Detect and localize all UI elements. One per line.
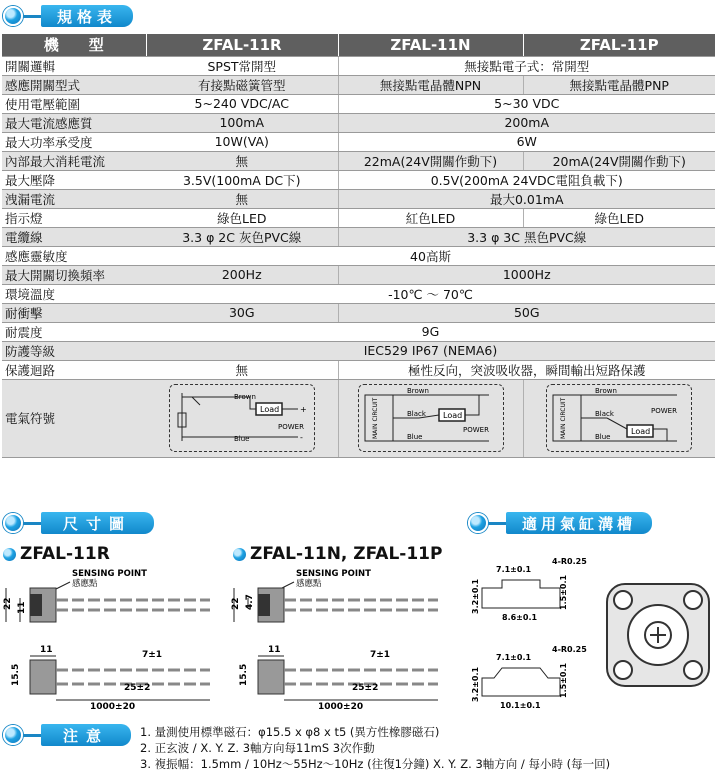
table-row: 環境溫度 -10℃ ～ 70℃: [2, 284, 715, 303]
svg-text:7.1±0.1: 7.1±0.1: [496, 565, 532, 574]
svg-text:POWER: POWER: [651, 407, 678, 415]
divider: [486, 522, 506, 525]
table-row: 感應開關型式 有接點磁簧管型 無接點電晶體NPN 無接點電晶體PNP: [2, 75, 715, 94]
svg-text:Black: Black: [406, 410, 426, 418]
table-row: 最大開關切換頻率 200Hz 1000Hz: [2, 265, 715, 284]
svg-text:3.2±0.1: 3.2±0.1: [471, 578, 480, 614]
notes-list: [140, 724, 610, 772]
note-item: 3. 複振幅：1.5mm / 10Hz～55Hz～10Hz (往復1分鐘) X. Y. Z. 3軸方向 / 每小時 (每一回): [140, 757, 611, 771]
svg-text:22: 22: [231, 597, 241, 610]
table-row: 開關邏輯 SPST常開型 無接點電子式：常開型: [2, 56, 715, 75]
svg-text:4-R0.25: 4-R0.25: [552, 557, 587, 566]
svg-text:1.5±0.1: 1.5±0.1: [559, 574, 568, 610]
table-row: 電纜線 3.3 φ 2C 灰色PVC線 3.3 φ 3C 黑色PVC線: [2, 227, 715, 246]
model-title-np: ZFAL-11N, ZFAL-11P: [233, 544, 442, 564]
label-brown: Brown: [233, 393, 256, 401]
note-item: 2. 正玄波 / X. Y. Z. 3軸方向每11mS 3次作動: [140, 741, 375, 755]
section-title: 尺寸圖: [41, 512, 154, 534]
section-title: 適用氣缸溝槽: [506, 512, 652, 534]
divider: [21, 734, 41, 737]
table-row: 最大壓降 3.5V(100mA DC下) 0.5V(200mA 24VDC電阻負載下): [2, 170, 715, 189]
svg-text:11: 11: [17, 601, 27, 614]
svg-text:22: 22: [3, 597, 13, 610]
section-heading-dimensions: [3, 511, 154, 535]
sensing-point-label: SENSING POINT: [72, 569, 147, 579]
label-load: Load: [259, 405, 279, 414]
svg-text:Blue: Blue: [595, 433, 611, 441]
svg-text:7±1: 7±1: [370, 650, 391, 660]
section-heading-spec: [3, 4, 133, 28]
table-row: 內部最大消耗電流 無 22mA(24V開關作動下) 20mA(24V開關作動下): [2, 151, 715, 170]
bullet-icon: [3, 725, 23, 745]
label-plus: +: [299, 405, 307, 414]
label-minus: -: [299, 433, 303, 442]
header-zfal-11p: ZFAL-11P: [523, 34, 715, 56]
svg-text:25±2: 25±2: [124, 683, 151, 693]
bullet-icon: [3, 513, 23, 533]
svg-text:3.2±0.1: 3.2±0.1: [471, 666, 480, 702]
svg-text:感應點: 感應點: [72, 579, 98, 589]
note-item: 1. 量測使用標準磁石：φ15.5 x φ8 x t5 (異方性橡膠磁石): [140, 725, 440, 739]
svg-text:11: 11: [268, 645, 281, 655]
section-title: 規格表: [41, 5, 133, 27]
svg-text:Brown: Brown: [595, 387, 618, 395]
header-label: 機 型: [2, 34, 146, 56]
bullet-icon: [3, 548, 16, 561]
symbol-pnp: [546, 384, 692, 452]
dimension-drawing-r: [0, 562, 225, 712]
section-heading-cylinder: [468, 511, 652, 535]
svg-text:Blue: Blue: [406, 433, 422, 441]
svg-text:4-R0.25: 4-R0.25: [552, 645, 587, 654]
svg-text:15.5: 15.5: [239, 663, 249, 686]
header-zfal-11r: ZFAL-11R: [146, 34, 338, 56]
svg-text:7.1±0.1: 7.1±0.1: [496, 653, 532, 662]
table-row: 指示燈 綠色LED 紅色LED 綠色LED: [2, 208, 715, 227]
table-row: 使用電壓範圍 5~240 VDC/AC 5~30 VDC: [2, 94, 715, 113]
model-title-r: ZFAL-11R: [3, 544, 110, 564]
svg-text:8.6±0.1: 8.6±0.1: [502, 613, 538, 622]
svg-text:25±2: 25±2: [352, 683, 379, 693]
svg-text:Load: Load: [631, 427, 651, 436]
svg-text:MAIN CIRCUIT: MAIN CIRCUIT: [560, 397, 568, 439]
table-header-row: [2, 34, 715, 56]
table-row: 最大功率承受度 10W(VA) 6W: [2, 132, 715, 151]
table-row: 最大電流感應質 100mA 200mA: [2, 113, 715, 132]
cylinder-front-view: [603, 580, 713, 690]
label-power: POWER: [277, 423, 304, 431]
svg-text:Brown: Brown: [406, 387, 429, 395]
svg-text:15.5: 15.5: [11, 663, 21, 686]
spec-table: [2, 34, 715, 458]
svg-text:1000±20: 1000±20: [90, 702, 136, 712]
bullet-icon: [233, 548, 246, 561]
svg-text:11: 11: [40, 645, 53, 655]
svg-text:7±1: 7±1: [142, 650, 163, 660]
table-row-symbol: 電氣符號 Brown Blue Load POWER + - MAIN CIRCUIT Brown Black Blue Load POWER MAIN CIRCUIT Brown Black Blue Load POWER: [2, 379, 715, 457]
groove-drawing: [462, 548, 592, 718]
svg-text:4.7: 4.7: [245, 594, 255, 610]
divider: [21, 15, 41, 18]
table-row: 防護等級 IEC529 IP67 (NEMA6): [2, 341, 715, 360]
svg-text:Black: Black: [595, 410, 615, 418]
section-heading-notes: [3, 723, 131, 747]
symbol-npn: [358, 384, 504, 452]
section-title: 注意: [41, 724, 131, 746]
table-row: 耐震度 9G: [2, 322, 715, 341]
svg-text:1.5±0.1: 1.5±0.1: [559, 662, 568, 698]
divider: [21, 522, 41, 525]
bullet-icon: [468, 513, 488, 533]
symbol-reed: [169, 384, 315, 452]
svg-text:SENSING POINT: SENSING POINT: [296, 569, 371, 579]
table-row: 感應靈敏度 40高斯: [2, 246, 715, 265]
label-main-circuit: MAIN CIRCUIT: [371, 397, 379, 439]
label-blue: Blue: [233, 435, 250, 443]
svg-text:1000±20: 1000±20: [318, 702, 364, 712]
svg-text:POWER: POWER: [462, 426, 489, 434]
svg-text:感應點: 感應點: [296, 579, 322, 589]
bullet-icon: [3, 6, 23, 26]
table-row: 耐衝擊 30G 50G: [2, 303, 715, 322]
table-row: 保護迴路 無 極性反向，突波吸收器，瞬間輸出短路保護: [2, 360, 715, 379]
table-row: 洩漏電流 無 最大0.01mA: [2, 189, 715, 208]
header-zfal-11n: ZFAL-11N: [338, 34, 523, 56]
dimension-drawing-np: [228, 562, 453, 712]
svg-text:Load: Load: [442, 411, 462, 420]
svg-text:10.1±0.1: 10.1±0.1: [500, 701, 541, 710]
